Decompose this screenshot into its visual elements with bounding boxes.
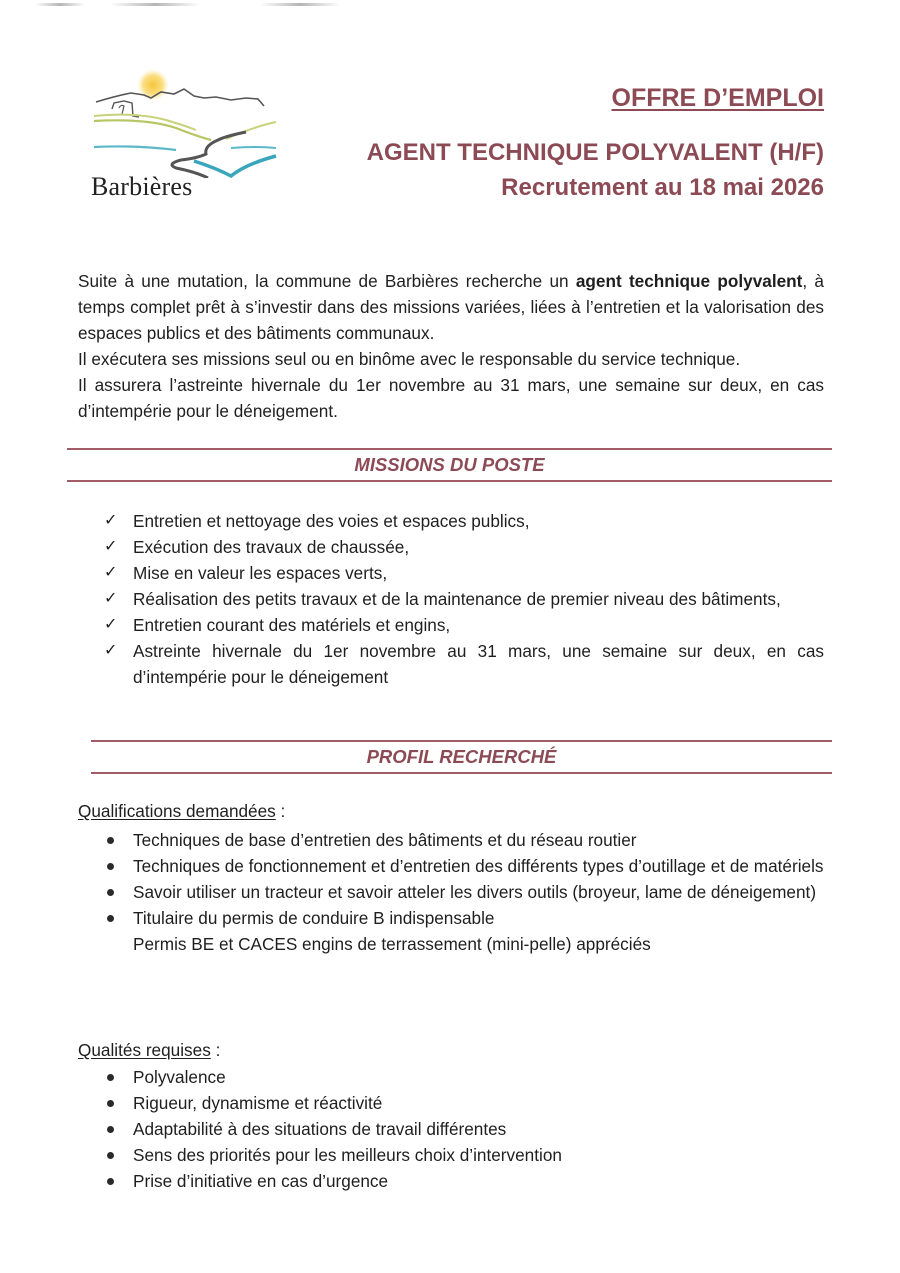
header-titles bbox=[367, 84, 824, 202]
list-item: ✓ Entretien et nettoyage des voies et espaces publics, bbox=[104, 508, 824, 534]
bullet-icon bbox=[107, 1178, 114, 1185]
list-item: Savoir utiliser un tracteur et savoir atteler les divers outils (broyeur, lame de déneigement) bbox=[104, 879, 824, 905]
list-item: ✓ Exécution des travaux de chaussée, bbox=[104, 534, 824, 560]
missions-title: MISSIONS DU POSTE bbox=[354, 454, 545, 475]
qualifications-heading: Qualifications demandées : bbox=[78, 801, 286, 821]
intro-paragraph-3: Il assurera l’astreinte hivernale du 1er novembre au 31 mars, une semaine sur deux, en cas d’intempérie pour le déneigement. bbox=[78, 375, 824, 421]
offer-label: OFFRE D’EMPLOI bbox=[611, 84, 824, 112]
check-icon: ✓ bbox=[104, 616, 118, 633]
bullet-icon bbox=[107, 863, 114, 870]
job-title: AGENT TECHNIQUE POLYVALENT (H/F) bbox=[366, 139, 824, 166]
list-item: Techniques de base d’entretien des bâtiments et du réseau routier bbox=[104, 827, 824, 853]
check-icon: ✓ bbox=[104, 590, 118, 607]
list-item: Adaptabilité à des situations de travail différentes bbox=[104, 1116, 824, 1142]
logo-text: Barbières bbox=[91, 172, 193, 201]
recruitment-date: Recrutement au 18 mai 2026 bbox=[501, 174, 824, 201]
bullet-icon bbox=[107, 837, 114, 844]
scan-artifact bbox=[260, 3, 340, 6]
qualifications-list bbox=[104, 827, 824, 957]
bullet-icon bbox=[107, 1152, 114, 1159]
intro-bold: agent technique polyvalent bbox=[575, 271, 803, 291]
intro-paragraph-2: Il exécutera ses missions seul ou en binôme avec le responsable du service technique. bbox=[78, 349, 741, 369]
qualities-heading: Qualités requises : bbox=[78, 1040, 221, 1060]
check-icon: ✓ bbox=[104, 538, 118, 555]
bullet-icon bbox=[107, 1126, 114, 1133]
scan-artifact bbox=[110, 3, 200, 6]
scan-artifact bbox=[35, 3, 85, 6]
list-item: Rigueur, dynamisme et réactivité bbox=[104, 1090, 824, 1116]
intro-text bbox=[78, 268, 824, 424]
landscape-logo-icon bbox=[86, 68, 286, 178]
check-icon: ✓ bbox=[104, 642, 118, 659]
bullet-icon bbox=[107, 915, 114, 922]
qualities-list bbox=[104, 1064, 824, 1194]
missions-list bbox=[104, 508, 824, 690]
profile-section-header bbox=[91, 740, 832, 774]
list-item: Polyvalence bbox=[104, 1064, 824, 1090]
bullet-icon bbox=[107, 1100, 114, 1107]
missions-section-header bbox=[67, 448, 832, 482]
check-icon: ✓ bbox=[104, 512, 118, 529]
list-item: Prise d’initiative en cas d’urgence bbox=[104, 1168, 824, 1194]
profile-title: PROFIL RECHERCHÉ bbox=[366, 746, 557, 767]
check-icon: ✓ bbox=[104, 564, 118, 581]
list-item-extra: Permis BE et CACES engins de terrassement (mini-pelle) appréciés bbox=[133, 934, 651, 954]
list-item: Sens des priorités pour les meilleurs choix d’intervention bbox=[104, 1142, 824, 1168]
barbieres-logo bbox=[86, 68, 286, 208]
intro-paragraph-1: Suite à une mutation, la commune de Barbières recherche un agent technique polyvalent, à temps complet prêt à s’investir dans des missions variées, liées à l’entretien et la valorisation des espaces publics et des bâtiments communaux. bbox=[78, 271, 824, 343]
list-item: Techniques de fonctionnement et d’entretien des différents types d’outillage et de matériels bbox=[104, 853, 824, 879]
list-item: Titulaire du permis de conduire B indispensable Permis BE et CACES engins de terrassement (mini-pelle) appréciés bbox=[104, 905, 824, 957]
list-item: ✓ Astreinte hivernale du 1er novembre au 31 mars, une semaine sur deux, en cas d’intempérie pour le déneigement bbox=[104, 638, 824, 690]
list-item: ✓ Mise en valeur les espaces verts, bbox=[104, 560, 824, 586]
bullet-icon bbox=[107, 889, 114, 896]
bullet-icon bbox=[107, 1074, 114, 1081]
list-item: ✓ Réalisation des petits travaux et de la maintenance de premier niveau des bâtiments, bbox=[104, 586, 824, 612]
list-item: ✓ Entretien courant des matériels et engins, bbox=[104, 612, 824, 638]
